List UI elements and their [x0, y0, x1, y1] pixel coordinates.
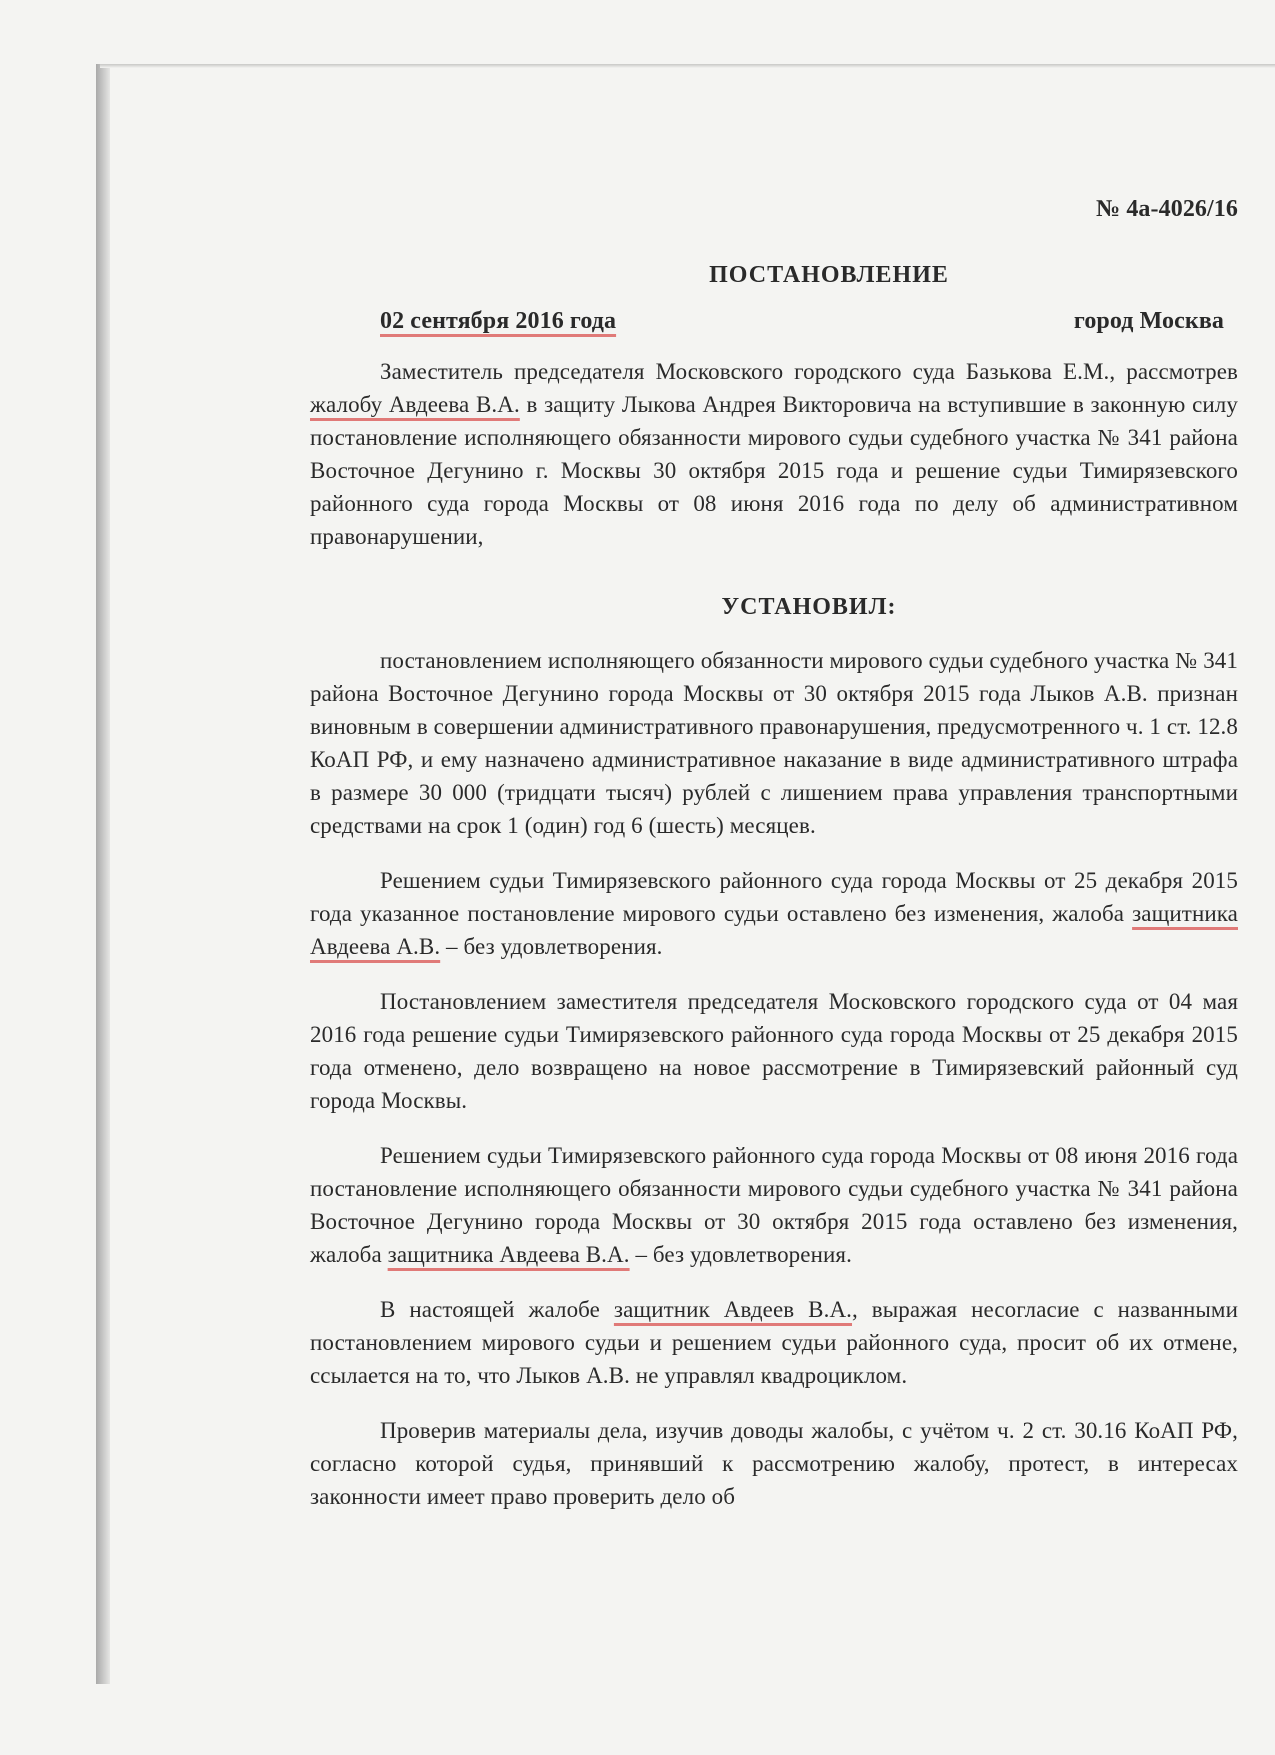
scan-top-edge: [100, 64, 1275, 68]
document-title: ПОСТАНОВЛЕНИЕ: [709, 262, 949, 288]
intro-text-2: в защиту Лыкова Андрея Викторовича на вступившие в законную силу постановление исполняющего обязанности мирового судьи судебного участка № 341 района Восточное Дегунино г. Москвы 30 октября 2015 года и решение судьи Тимирязевского районного суда города Москвы от 08 июня 2016 года по делу об административном правонарушении,: [310, 392, 1238, 549]
p4-underlined: защитника Авдеева В.А.: [387, 1242, 630, 1267]
p2-underlined: защитника Авдеева А.В.: [310, 901, 1238, 959]
intro-text-1: Заместитель председателя Московского городского суда Базькова Е.М., рассмотрев: [380, 359, 1238, 384]
paragraph-3: Постановлением заместителя председателя Московского городского суда от 04 мая 2016 года решение судьи Тимирязевского районного суда города Москвы от 25 декабря 2015 года отменено, дело возвращено на новое рассмотрение в Тимирязевский районный суд города Москвы.: [310, 989, 1238, 1113]
p5-text-2: , выражая несогласие с названными постановлением мирового судьи и решением судьи районного суда, просит об их отмене, ссылается на то, что Лыков А.В. не управлял квадроциклом.: [310, 1297, 1238, 1388]
p2-text-1: Решением судьи Тимирязевского районного суда города Москвы от 25 декабря 2015 года указанное постановление мирового судьи оставлено без изменения, жалоба: [310, 868, 1238, 926]
p4-text-2: – без удовлетворения.: [629, 1242, 852, 1267]
document-city: город Москва: [1073, 308, 1224, 334]
paragraph-4: [310, 1139, 1238, 1271]
paragraph-1: постановлением исполняющего обязанности мирового судьи судебного участка № 341 района Восточное Дегунино города Москвы от 30 октября 2015 года Лыков А.В. признан виновным в совершении административного правонарушения, предусмотренного ч. 1 ст. 12.8 КоАП РФ, и ему назначено административное наказание в виде административного штрафа в размере 30 000 (тридцати тысяч) рублей с лишением права управления транспортными средствами на срок 1 (один) год 6 (шесть) месяцев.: [310, 648, 1238, 838]
case-number: № 4а-4026/16: [1096, 196, 1238, 222]
intro-paragraph: [310, 355, 1238, 553]
established-heading: УСТАНОВИЛ:: [721, 594, 897, 620]
document-page: [310, 180, 1238, 1513]
paragraph-2: [310, 864, 1238, 963]
intro-underlined: жалобу Авдеева В.А.: [310, 392, 520, 417]
p4-text-1: Решением судьи Тимирязевского районного суда города Москвы от 08 июня 2016 года постановление исполняющего обязанности мирового судьи судебного участка № 341 района Восточное Дегунино города Москвы от 30 октября 2015 года оставлено без изменения, жалоба: [310, 1143, 1238, 1267]
scan-edge-shadow: [96, 64, 110, 1684]
p2-text-2: – без удовлетворения.: [440, 934, 663, 959]
paragraph-5: [310, 1293, 1238, 1392]
p5-text-1: В настоящей жалобе: [380, 1297, 614, 1322]
date-line: [310, 305, 1238, 338]
paragraph-6: Проверив материалы дела, изучив доводы жалобы, с учётом ч. 2 ст. 30.16 КоАП РФ, согласно которой судья, принявший к рассмотрению жалобу, протест, в интересах законности имеет право проверить дело об: [310, 1418, 1238, 1509]
p5-underlined: защитник Авдеев В.А.: [613, 1297, 853, 1322]
document-date: 02 сентября 2016 года: [380, 308, 617, 334]
